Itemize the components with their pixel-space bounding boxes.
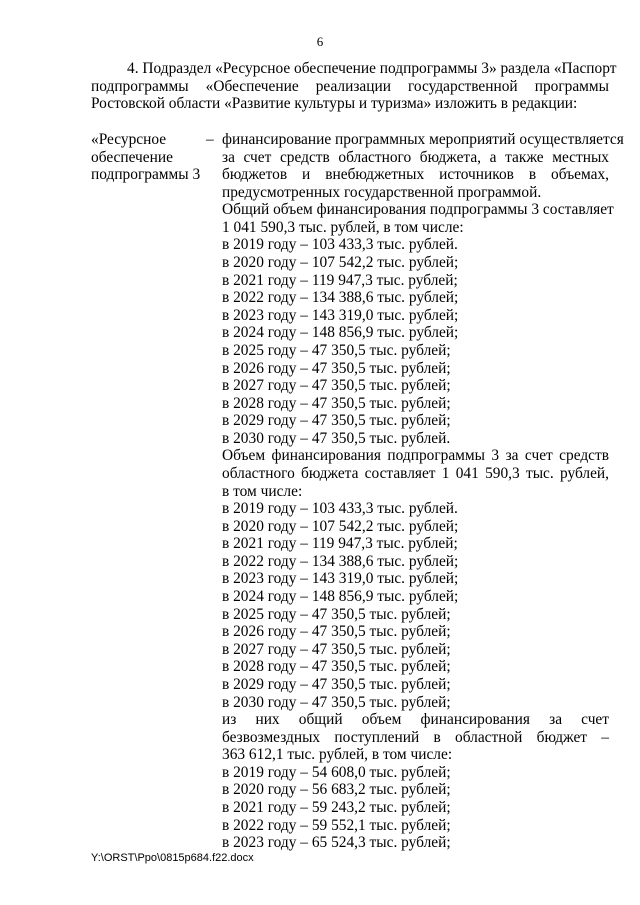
regional-year-item: в 2027 году – 47 350,5 тыс. рублей; (222, 640, 451, 658)
regional-year-item: в 2019 году – 103 433,3 тыс. рублей. (222, 500, 458, 518)
total-year-item: в 2023 году – 143 319,0 тыс. рублей; (222, 306, 459, 324)
total-funding-line: Общий объем финансирования подпрограммы 3 составляет (222, 201, 614, 219)
regional-year-item: в 2028 году – 47 350,5 тыс. рублей; (222, 658, 451, 676)
total-year-item: в 2025 году – 47 350,5 тыс. рублей; (222, 341, 451, 359)
regional-funding-line: областного бюджета составляет 1 041 590,3 тыс. рублей, (222, 464, 609, 482)
funding-description-line: предусмотренных государственной программой. (222, 183, 542, 201)
label-line: обеспечение (91, 148, 173, 166)
grants-funding-line: из них общий объем финансирования за счет (222, 711, 609, 729)
total-year-item: в 2021 году – 119 947,3 тыс. рублей; (222, 271, 458, 289)
intro-paragraph (91, 60, 617, 113)
grants-funding-line: безвозмездных поступлений в областной бюджет – (222, 728, 609, 746)
funding-description-line: финансирование программных мероприятий осуществляется (222, 131, 624, 148)
total-year-item: в 2029 году – 47 350,5 тыс. рублей; (222, 412, 451, 430)
total-year-item: в 2024 году – 148 856,9 тыс. рублей; (222, 324, 459, 342)
total-funding-line: 1 041 590,3 тыс. рублей, в том числе: (222, 218, 464, 236)
section-content (222, 131, 624, 852)
total-year-item: в 2026 году – 47 350,5 тыс. рублей; (222, 359, 451, 377)
grants-year-item: в 2021 году – 59 243,2 тыс. рублей; (222, 798, 451, 816)
regional-year-item: в 2029 году – 47 350,5 тыс. рублей; (222, 675, 451, 693)
grants-year-item: в 2020 году – 56 683,2 тыс. рублей; (222, 781, 451, 799)
total-year-item: в 2030 году – 47 350,5 тыс. рублей. (222, 429, 451, 447)
total-year-item: в 2020 году – 107 542,2 тыс. рублей; (222, 254, 459, 272)
regional-funding-line: в том числе: (222, 482, 303, 500)
funding-description-line: за счет средств областного бюджета, а также местных (222, 148, 609, 166)
intro-line: подпрограммы «Обеспечение реализации государственной программы (91, 77, 609, 95)
file-path-footer: Y:\ORST\Ppo\0815p684.f22.docx (91, 852, 254, 864)
grants-funding-line: 363 612,1 тыс. рублей, в том числе: (222, 746, 453, 764)
section-label (91, 131, 203, 184)
page-number: 6 (316, 34, 324, 49)
total-year-item: в 2019 году – 103 433,3 тыс. рублей. (222, 236, 458, 254)
total-year-item: в 2022 году – 134 388,6 тыс. рублей; (222, 289, 459, 307)
intro-line: 4. Подраздел «Ресурсное обеспечение подпрограммы 3» раздела «Паспорт (127, 60, 617, 77)
regional-year-item: в 2026 году – 47 350,5 тыс. рублей; (222, 623, 451, 641)
regional-year-item: в 2021 году – 119 947,3 тыс. рублей; (222, 535, 458, 553)
total-year-item: в 2028 году – 47 350,5 тыс. рублей; (222, 394, 451, 412)
regional-year-item: в 2030 году – 47 350,5 тыс. рублей; (222, 693, 451, 711)
label-line: подпрограммы 3 (91, 166, 201, 184)
regional-year-item: в 2023 году – 143 319,0 тыс. рублей; (222, 570, 459, 588)
label-line: «Ресурсное (91, 131, 167, 148)
grants-year-item: в 2023 году – 65 524,3 тыс. рублей; (222, 834, 451, 852)
regional-year-item: в 2024 году – 148 856,9 тыс. рублей; (222, 588, 459, 606)
total-year-item: в 2027 году – 47 350,5 тыс. рублей; (222, 377, 451, 395)
regional-year-item: в 2020 году – 107 542,2 тыс. рублей; (222, 517, 459, 535)
separator-dash: – (206, 131, 214, 148)
funding-description-line: бюджетов и внебюджетных источников в объемах, (222, 166, 609, 184)
regional-year-item: в 2025 году – 47 350,5 тыс. рублей; (222, 605, 451, 623)
intro-line: Ростовской области «Развитие культуры и туризма» изложить в редакции: (91, 95, 578, 113)
regional-funding-line: Объем финансирования подпрограммы 3 за счет средств (222, 447, 609, 465)
regional-year-item: в 2022 году – 134 388,6 тыс. рублей; (222, 552, 459, 570)
grants-year-item: в 2022 году – 59 552,1 тыс. рублей; (222, 816, 451, 834)
grants-year-item: в 2019 году – 54 608,0 тыс. рублей; (222, 763, 451, 781)
